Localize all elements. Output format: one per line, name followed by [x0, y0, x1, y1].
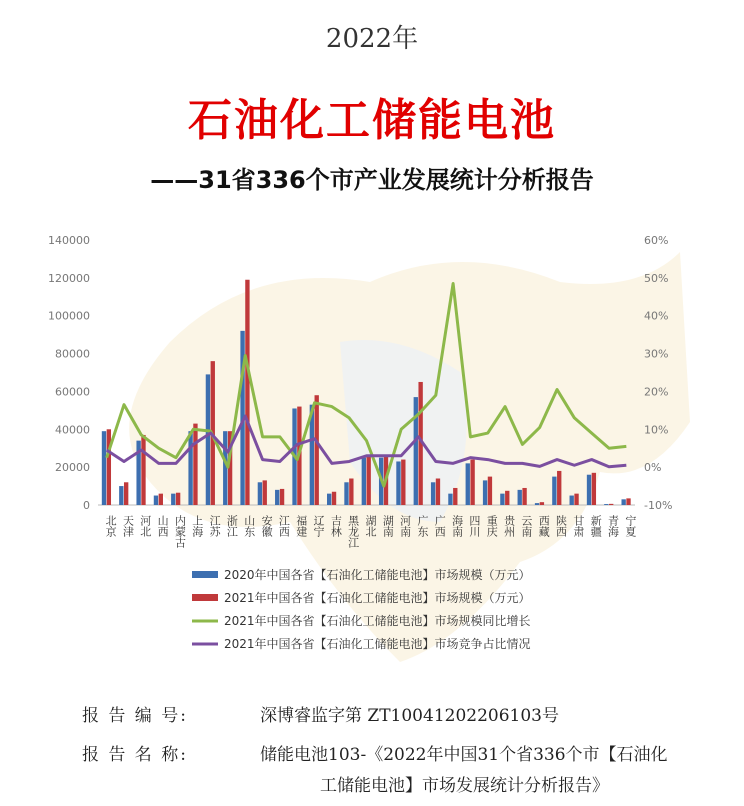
bar-2021 — [453, 488, 457, 505]
left-axis-tick: 60000 — [55, 385, 90, 399]
right-axis-tick: 0% — [644, 461, 662, 475]
right-axis-tick: 30% — [644, 347, 669, 361]
bar-2020 — [535, 503, 539, 505]
bar-2021 — [141, 435, 145, 505]
legend-label: 2021年中国各省【石油化工储能电池】市场规模（万元） — [224, 591, 531, 605]
category-label: 西藏 — [537, 515, 551, 537]
bar-2021 — [557, 471, 561, 505]
legend-label: 2021年中国各省【石油化工储能电池】市场竞争占比情况 — [224, 637, 531, 651]
bar-2020 — [552, 477, 556, 505]
report-number-value: 深博睿监字第 ZT10041202206103号 — [260, 706, 559, 726]
bar-2020 — [604, 504, 608, 505]
category-label: 湖南 — [381, 515, 395, 537]
bar-2021 — [505, 491, 509, 505]
right-axis-tick: 10% — [644, 423, 669, 437]
bar-2021 — [263, 480, 267, 505]
category-label: 上海 — [190, 515, 204, 537]
bar-2020 — [466, 463, 470, 505]
bar-2020 — [327, 494, 331, 505]
bar-2020 — [206, 374, 210, 505]
bar-2021 — [574, 494, 578, 505]
category-label: 广东 — [415, 515, 429, 537]
bar-2021 — [193, 424, 197, 505]
report-year: 2022年 — [325, 24, 419, 54]
category-label: 海南 — [450, 515, 464, 537]
right-axis-tick: 20% — [644, 385, 669, 399]
bar-2020 — [500, 494, 504, 505]
bar-2021 — [349, 479, 353, 506]
right-axis-tick: 40% — [644, 309, 669, 323]
bar-2021 — [488, 477, 492, 505]
category-label: 内蒙古 — [173, 515, 187, 548]
bar-2020 — [483, 480, 487, 505]
category-label: 甘肃 — [571, 515, 585, 537]
category-label: 广西 — [433, 515, 447, 537]
category-label: 江苏 — [208, 515, 222, 537]
bar-2021 — [592, 473, 596, 505]
report-number-label: 报 告 编 号: — [82, 706, 188, 726]
bar-2020 — [362, 458, 366, 505]
market-chart — [40, 222, 704, 682]
bar-2020 — [258, 482, 262, 505]
bar-2020 — [119, 486, 123, 505]
left-axis-tick: 120000 — [48, 271, 90, 285]
category-label: 贵州 — [502, 515, 516, 537]
bar-2020 — [396, 461, 400, 505]
bar-2021 — [124, 482, 128, 505]
legend-swatch — [192, 594, 218, 601]
left-axis-tick: 80000 — [55, 347, 90, 361]
category-label: 天津 — [121, 515, 135, 537]
chart-svg — [40, 222, 704, 682]
report-name-value-line1: 储能电池103-《2022年中国31个省336个市【石油化 — [260, 745, 668, 765]
legend-label: 2021年中国各省【石油化工储能电池】市场规模同比增长 — [224, 614, 531, 628]
bar-2021 — [176, 493, 180, 505]
bar-2021 — [315, 395, 319, 505]
category-label: 山西 — [156, 515, 170, 537]
right-axis-tick: 50% — [644, 271, 669, 285]
bar-2021 — [626, 498, 630, 505]
category-label: 河北 — [138, 515, 152, 537]
report-subtitle: ——31省336个市产业发展统计分析报告 — [150, 166, 594, 194]
bar-2021 — [159, 494, 163, 505]
category-label: 青海 — [606, 515, 620, 537]
category-label: 黑龙江 — [346, 515, 360, 548]
bar-2021 — [332, 492, 336, 505]
category-label: 北京 — [104, 515, 118, 537]
report-title: 石油化工储能电池 — [188, 95, 556, 146]
legend-label: 2020年中国各省【石油化工储能电池】市场规模（万元） — [224, 568, 531, 582]
category-label: 陕西 — [554, 515, 568, 537]
report-name-label: 报 告 名 称: — [82, 745, 188, 765]
bar-2020 — [344, 482, 348, 505]
left-axis-tick: 40000 — [55, 423, 90, 437]
bar-2021 — [367, 456, 371, 505]
category-label: 浙江 — [225, 515, 239, 537]
legend-swatch — [192, 571, 218, 578]
left-axis-tick: 100000 — [48, 309, 90, 323]
category-label: 新疆 — [589, 515, 603, 537]
category-label: 江西 — [277, 515, 291, 537]
category-label: 安徽 — [260, 515, 274, 537]
bar-2021 — [401, 460, 405, 505]
bar-2020 — [518, 490, 522, 505]
right-axis-tick: 60% — [644, 234, 669, 247]
left-axis-tick: 20000 — [55, 461, 90, 475]
category-label: 湖北 — [364, 515, 377, 537]
category-label: 重庆 — [485, 515, 499, 537]
bar-2021 — [522, 488, 526, 505]
report-name-value-line2: 工储能电池】市场发展统计分析报告》 — [320, 776, 609, 796]
bar-2021 — [609, 504, 613, 505]
bar-2020 — [587, 475, 591, 505]
category-label: 河南 — [398, 515, 412, 537]
category-label: 山东 — [242, 515, 256, 537]
report-name-row — [82, 740, 668, 765]
bar-2020 — [448, 494, 452, 505]
bar-2021 — [540, 502, 544, 505]
bar-2020 — [431, 482, 435, 505]
category-label: 四川 — [467, 515, 481, 537]
category-label: 云南 — [519, 515, 533, 537]
right-axis-tick: -10% — [644, 499, 673, 512]
bar-2020 — [188, 431, 192, 505]
category-label: 吉林 — [329, 515, 343, 537]
bar-2020 — [102, 431, 106, 505]
bar-2021 — [107, 429, 111, 505]
category-label: 宁夏 — [623, 515, 637, 537]
left-axis-tick: 140000 — [48, 234, 90, 247]
category-label: 辽宁 — [312, 515, 326, 537]
left-axis-tick: 0 — [83, 499, 90, 512]
category-label: 福建 — [294, 515, 308, 537]
bar-2021 — [245, 280, 249, 505]
bar-2020 — [154, 496, 158, 505]
report-number-row — [82, 701, 559, 726]
bar-2020 — [570, 496, 574, 505]
bar-2021 — [436, 479, 440, 506]
bar-2020 — [621, 499, 625, 505]
bar-2020 — [275, 490, 279, 505]
bar-2020 — [171, 494, 175, 505]
bar-2021 — [280, 489, 284, 505]
bar-2021 — [470, 460, 474, 505]
